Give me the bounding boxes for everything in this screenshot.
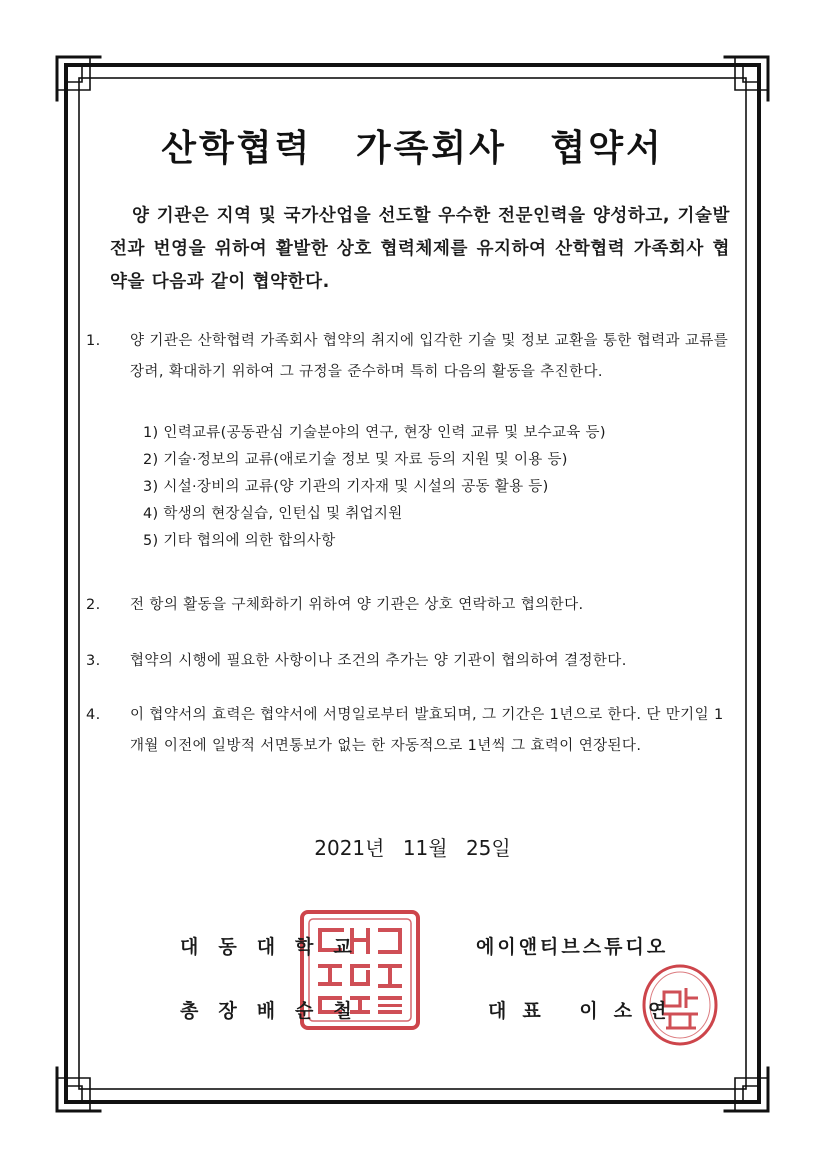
party-left-signatory: 총장배순철 [180, 1000, 372, 1022]
clause-text: 전 항의 활동을 구체화하기 위하여 양 기관은 상호 연락하고 협의한다. [130, 597, 584, 613]
list-item: 2) 기술·정보의 교류(애로기술 정보 및 자료 등의 지원 및 이용 등) [143, 452, 568, 468]
agreement-date: 2021년 11월 25일 [314, 836, 511, 860]
clause-text: 협약의 시행에 필요한 사항이나 조건의 추가는 양 기관이 협의하여 결정한다. [130, 653, 627, 669]
document-title: 산학협력 가족회사 협약서 [161, 128, 664, 169]
clause-text: 양 기관은 산학협력 가족회사 협약의 취지에 입각한 기술 및 정보 교환을 통한 협력과 교류를 장려, 확대하기 위하여 그 규정을 준수하며 특히 다음의 활동을 추진한다. [130, 333, 729, 380]
list-item: 4) 학생의 현장실습, 인턴십 및 취업지원 [143, 506, 403, 522]
party-left-organization: 대동대학교 [180, 936, 372, 958]
list-item: 5) 기타 협의에 의한 합의사항 [143, 533, 336, 549]
intro-paragraph: 양 기관은 지역 및 국가산업을 선도할 우수한 전문인력을 양성하고, 기술발전과 번영을 위하여 활발한 상호 협력체제를 유지하여 산학협력 가족회사 협약을 다음과 같이 협약한다. [110, 206, 730, 292]
list-item: 3) 시설·장비의 교류(양 기관의 기자재 및 시설의 공동 활용 등) [143, 479, 549, 495]
clause-number: 3. [86, 653, 101, 669]
list-item: 1) 인력교류(공동관심 기술분야의 연구, 현장 인력 교류 및 보수교육 등) [143, 425, 606, 441]
clause-number: 2. [86, 597, 101, 613]
clause-3 [86, 646, 738, 677]
clause-text: 이 협약서의 효력은 협약서에 서명일로부터 발효되며, 그 기간은 1년으로 한다. 단 만기일 1개월 이전에 일방적 서면통보가 없는 한 자동적으로 1년씩 그 효력이 연장된다. [130, 707, 724, 754]
party-right-organization: 에이앤티브스튜디오 [476, 936, 669, 958]
clause-number: 1. [86, 333, 101, 349]
clause-number: 4. [86, 707, 101, 723]
clause-2 [86, 590, 738, 621]
clause-1 [86, 326, 738, 388]
clause-1-items [143, 420, 733, 555]
clause-4 [86, 700, 738, 762]
party-right-signatory: 대표 이소연 [488, 1000, 683, 1022]
